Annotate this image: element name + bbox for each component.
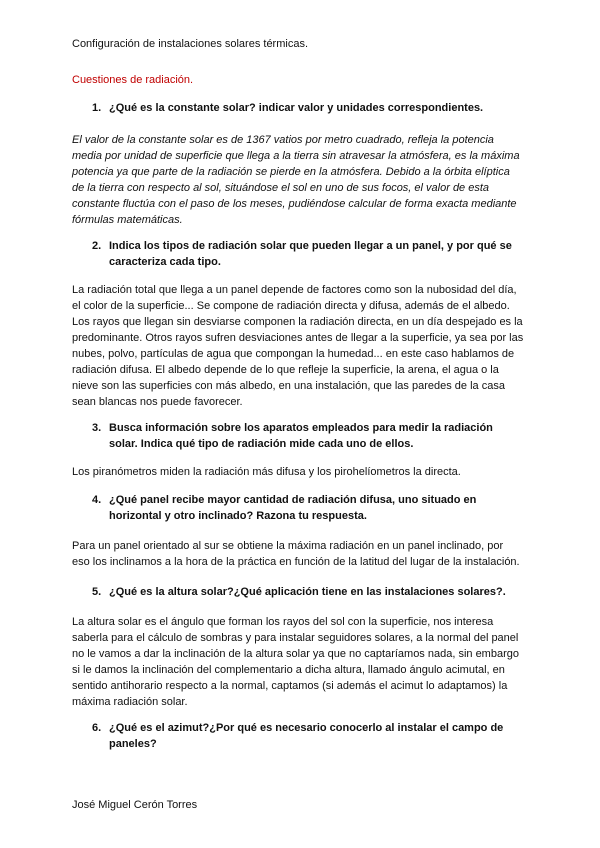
question-number: 4.: [92, 494, 102, 506]
answer-line: El valor de la constante solar es de 1367 vatios por metro cuadrado, refleja la potencia: [72, 134, 494, 146]
answer-line: de la tierra con respecto al sol, situándose el sol en uno de sus focos, el valor de esta: [72, 182, 490, 194]
section-title: [72, 72, 542, 88]
question-line: paneles?: [109, 738, 157, 750]
answer-4: [72, 538, 542, 570]
answer-line: La radiación total que llega a un panel depende de factores como son la nubosidad del día,: [72, 284, 517, 296]
question-line: Busca información sobre los aparatos empleados para medir la radiación: [109, 422, 493, 434]
question-line: caracteriza cada tipo.: [109, 256, 221, 268]
answer-1: [72, 132, 542, 228]
document-header: [72, 36, 542, 52]
answer-line: el color de la superficie... Se compone de radiación directa y difusa, además de el albedo.: [72, 300, 510, 312]
question-number: 6.: [92, 722, 102, 734]
author-name: José Miguel Cerón Torres: [72, 799, 198, 811]
question-number: 2.: [92, 240, 102, 252]
answer-line: Los piranómetros miden la radiación más difusa y los pirohelíometros la directa.: [72, 466, 461, 478]
answer-line: nubes, polvo, partículas de agua que compongan la humedad... en este caso hablamos de: [72, 348, 515, 360]
question-line: horizontal y otro inclinado? Razona tu respuesta.: [109, 510, 367, 522]
answer-line: sentido antihorario respecto a la normal, captamos (si además el acimut lo adaptamos) la: [72, 680, 508, 692]
answer-line: constante fluctúa con el paso de los meses, pudiéndose calcular de forma exacta mediante: [72, 198, 517, 210]
answer-line: nieve son las superficies con más albedo, en una instalación, que las paredes de la casa: [72, 380, 505, 392]
answer-line: radiación difusa. El albedo depende de lo que refleje la superficie, la arena, el agua o la: [72, 364, 499, 376]
answer-line: Los rayos que llegan sin desviarse componen la radiación directa, en un día despejado es la: [72, 316, 523, 328]
question-number: 5.: [92, 586, 102, 598]
answer-line: predominante. Otros rayos sufren desviaciones antes de llegar a la superficie, ya sea por las: [72, 332, 524, 344]
answer-line: Para un panel orientado al sur se obtiene la máxima radiación en un panel inclinado, por: [72, 540, 504, 552]
question-number: 1.: [92, 102, 102, 114]
answer-line: no le vamos a dar la inclinación de la altura solar ya que no captaríamos nada, sin embargo: [72, 648, 519, 660]
question-line: ¿Qué panel recibe mayor cantidad de radiación difusa, uno situado en: [109, 494, 477, 506]
question-number: 3.: [92, 422, 102, 434]
answer-line: eso los inclinamos a la hora de la práctica en función de la latitud del lugar de la instalación.: [72, 556, 520, 568]
answer-line: si le damos la inclinación del complementario a dicha altura, llamado ángulo acimutal, en: [72, 664, 505, 676]
answer-line: media por unidad de superficie que llega a la tierra sin atravesar la atmósfera, es la máxima: [72, 150, 520, 162]
question-line: ¿Qué es el azimut?¿Por qué es necesario conocerlo al instalar el campo de: [109, 722, 504, 734]
question-line: ¿Qué es la altura solar?¿Qué aplicación tiene en las instalaciones solares?.: [109, 586, 506, 598]
answer-2: [72, 282, 542, 410]
answer-line: fórmulas matemáticas.: [72, 214, 183, 226]
answer-3: [72, 464, 542, 480]
section-title-text: Cuestiones de radiación.: [72, 74, 194, 86]
question-line: Indica los tipos de radiación solar que pueden llegar a un panel, y por qué se: [109, 240, 512, 252]
question-line: ¿Qué es la constante solar? indicar valor y unidades correspondientes.: [109, 102, 484, 114]
answer-line: máxima radiación solar.: [72, 696, 188, 708]
answer-line: potencia ya que parte de la radiación se pierde en la atmósfera. Debido a la órbita elíptica: [72, 166, 510, 178]
header-text: Configuración de instalaciones solares térmicas.: [72, 38, 309, 50]
answer-line: La altura solar es el ángulo que forman los rayos del sol con la superficie, nos interesa: [72, 616, 494, 628]
answer-line: saberla para el cálculo de sombras y para instalar seguidores solares, a la normal del panel: [72, 632, 519, 644]
question-line: solar. Indica qué tipo de radiación mide cada uno de ellos.: [109, 438, 414, 450]
answer-5: [72, 614, 542, 710]
answer-line: sean blancas nos puede favorecer.: [72, 396, 243, 408]
document-footer: [72, 797, 542, 813]
